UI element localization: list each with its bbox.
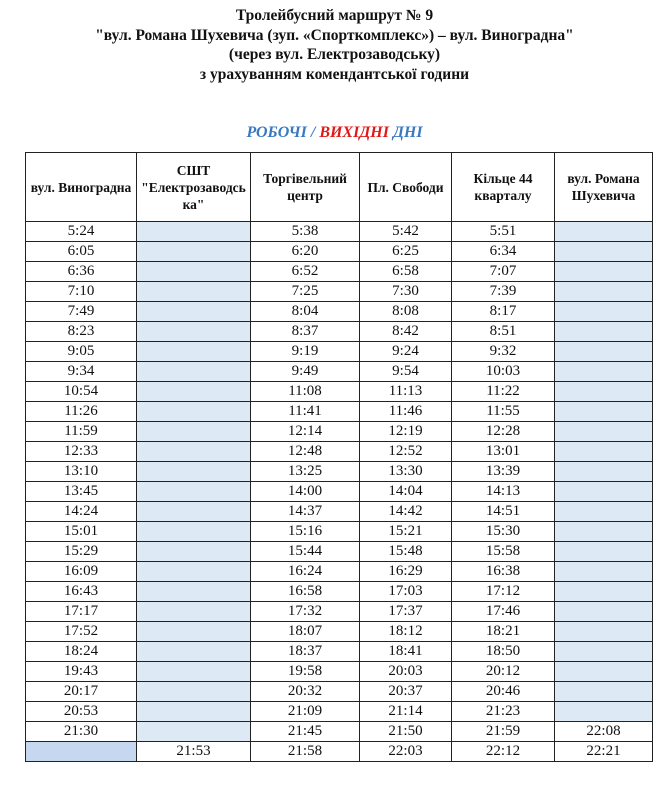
time-cell: 11:22: [452, 382, 555, 402]
time-cell: 14:42: [360, 502, 452, 522]
empty-cell: [555, 682, 653, 702]
time-cell: 7:10: [26, 282, 137, 302]
empty-cell: [555, 262, 653, 282]
table-row: [26, 582, 653, 602]
time-cell: 20:37: [360, 682, 452, 702]
time-cell: 20:17: [26, 682, 137, 702]
time-cell: 14:51: [452, 502, 555, 522]
header-row: [26, 153, 653, 222]
time-cell: 12:33: [26, 442, 137, 462]
time-cell: 5:38: [251, 222, 360, 242]
empty-cell: [555, 302, 653, 322]
table-row: [26, 562, 653, 582]
column-header: вул. Виноградна: [26, 153, 137, 222]
empty-cell: [555, 702, 653, 722]
empty-cell: [555, 662, 653, 682]
time-cell: 22:03: [360, 742, 452, 762]
time-cell: 13:30: [360, 462, 452, 482]
empty-cell: [555, 622, 653, 642]
empty-cell: [555, 362, 653, 382]
time-cell: 11:26: [26, 402, 137, 422]
time-cell: 18:12: [360, 622, 452, 642]
empty-cell: [555, 402, 653, 422]
empty-cell: [26, 742, 137, 762]
time-cell: 20:46: [452, 682, 555, 702]
time-cell: 17:32: [251, 602, 360, 622]
document-title: [0, 6, 669, 84]
time-cell: 18:24: [26, 642, 137, 662]
empty-cell: [137, 542, 251, 562]
time-cell: 8:08: [360, 302, 452, 322]
time-cell: 17:03: [360, 582, 452, 602]
time-cell: 18:50: [452, 642, 555, 662]
empty-cell: [555, 422, 653, 442]
time-cell: 21:09: [251, 702, 360, 722]
time-cell: 7:25: [251, 282, 360, 302]
table-row: [26, 442, 653, 462]
time-cell: 9:05: [26, 342, 137, 362]
time-cell: 13:01: [452, 442, 555, 462]
table-row: [26, 482, 653, 502]
time-cell: 15:16: [251, 522, 360, 542]
column-header: СШТ "Електрозаводська": [137, 153, 251, 222]
table-row: [26, 242, 653, 262]
time-cell: 6:05: [26, 242, 137, 262]
time-cell: 9:54: [360, 362, 452, 382]
time-cell: 6:52: [251, 262, 360, 282]
time-cell: 22:08: [555, 722, 653, 742]
empty-cell: [555, 602, 653, 622]
time-cell: 6:25: [360, 242, 452, 262]
empty-cell: [137, 622, 251, 642]
time-cell: 8:42: [360, 322, 452, 342]
time-cell: 15:01: [26, 522, 137, 542]
empty-cell: [137, 322, 251, 342]
time-cell: 6:58: [360, 262, 452, 282]
empty-cell: [137, 222, 251, 242]
day-separator: /: [310, 124, 316, 141]
time-cell: 17:17: [26, 602, 137, 622]
empty-cell: [555, 502, 653, 522]
time-cell: 21:53: [137, 742, 251, 762]
schedule-table: [25, 152, 653, 762]
empty-cell: [137, 302, 251, 322]
empty-cell: [137, 482, 251, 502]
empty-cell: [555, 562, 653, 582]
time-cell: 21:14: [360, 702, 452, 722]
time-cell: 5:24: [26, 222, 137, 242]
time-cell: 15:44: [251, 542, 360, 562]
time-cell: 6:36: [26, 262, 137, 282]
time-cell: 7:49: [26, 302, 137, 322]
time-cell: 16:09: [26, 562, 137, 582]
table-row: [26, 262, 653, 282]
time-cell: 8:17: [452, 302, 555, 322]
empty-cell: [137, 642, 251, 662]
time-cell: 20:03: [360, 662, 452, 682]
time-cell: 18:37: [251, 642, 360, 662]
table-row: [26, 742, 653, 762]
table-row: [26, 402, 653, 422]
empty-cell: [555, 442, 653, 462]
time-cell: 14:24: [26, 502, 137, 522]
time-cell: 12:19: [360, 422, 452, 442]
empty-cell: [137, 422, 251, 442]
table-row: [26, 322, 653, 342]
empty-cell: [555, 242, 653, 262]
table-row: [26, 682, 653, 702]
empty-cell: [137, 342, 251, 362]
column-header: Торгівельний центр: [251, 153, 360, 222]
column-header: Пл. Свободи: [360, 153, 452, 222]
table-row: [26, 342, 653, 362]
time-cell: 21:59: [452, 722, 555, 742]
time-cell: 22:12: [452, 742, 555, 762]
empty-cell: [137, 562, 251, 582]
time-cell: 15:30: [452, 522, 555, 542]
empty-cell: [555, 322, 653, 342]
time-cell: 13:45: [26, 482, 137, 502]
table-row: [26, 502, 653, 522]
time-cell: 15:29: [26, 542, 137, 562]
time-cell: 14:37: [251, 502, 360, 522]
empty-cell: [137, 662, 251, 682]
time-cell: 11:46: [360, 402, 452, 422]
time-cell: 8:37: [251, 322, 360, 342]
time-cell: 6:34: [452, 242, 555, 262]
time-cell: 9:19: [251, 342, 360, 362]
time-cell: 11:59: [26, 422, 137, 442]
empty-cell: [137, 462, 251, 482]
time-cell: 14:04: [360, 482, 452, 502]
empty-cell: [555, 342, 653, 362]
time-cell: 8:04: [251, 302, 360, 322]
empty-cell: [137, 522, 251, 542]
empty-cell: [137, 582, 251, 602]
time-cell: 18:07: [251, 622, 360, 642]
table-row: [26, 702, 653, 722]
time-cell: 5:42: [360, 222, 452, 242]
time-cell: 11:13: [360, 382, 452, 402]
table-row: [26, 302, 653, 322]
time-cell: 14:13: [452, 482, 555, 502]
time-cell: 13:10: [26, 462, 137, 482]
time-cell: 9:49: [251, 362, 360, 382]
time-cell: 7:30: [360, 282, 452, 302]
table-row: [26, 422, 653, 442]
time-cell: 7:07: [452, 262, 555, 282]
time-cell: 5:51: [452, 222, 555, 242]
empty-cell: [555, 542, 653, 562]
time-cell: 20:53: [26, 702, 137, 722]
time-cell: 9:34: [26, 362, 137, 382]
time-cell: 17:12: [452, 582, 555, 602]
column-header: Кільце 44 кварталу: [452, 153, 555, 222]
table-row: [26, 522, 653, 542]
time-cell: 21:45: [251, 722, 360, 742]
column-header: вул. Романа Шухевича: [555, 153, 653, 222]
time-cell: 17:37: [360, 602, 452, 622]
empty-cell: [137, 362, 251, 382]
route-name: "вул. Романа Шухевича (зуп. «Спорткомплекс») – вул. Виноградна": [95, 26, 574, 44]
time-cell: 15:48: [360, 542, 452, 562]
empty-cell: [137, 702, 251, 722]
empty-cell: [137, 602, 251, 622]
time-cell: 13:25: [251, 462, 360, 482]
time-cell: 16:29: [360, 562, 452, 582]
time-cell: 16:24: [251, 562, 360, 582]
time-cell: 12:52: [360, 442, 452, 462]
empty-cell: [137, 282, 251, 302]
time-cell: 12:14: [251, 422, 360, 442]
time-cell: 6:20: [251, 242, 360, 262]
empty-cell: [137, 442, 251, 462]
empty-cell: [137, 722, 251, 742]
route-via: (через вул. Електрозаводську): [228, 46, 441, 63]
empty-cell: [555, 282, 653, 302]
empty-cell: [137, 502, 251, 522]
empty-cell: [555, 222, 653, 242]
empty-cell: [555, 482, 653, 502]
time-cell: 10:54: [26, 382, 137, 402]
empty-cell: [137, 382, 251, 402]
empty-cell: [555, 582, 653, 602]
schedule-body: [26, 222, 653, 762]
table-row: [26, 282, 653, 302]
time-cell: 9:32: [452, 342, 555, 362]
table-row: [26, 622, 653, 642]
empty-cell: [137, 262, 251, 282]
time-cell: 20:12: [452, 662, 555, 682]
time-cell: 21:23: [452, 702, 555, 722]
time-cell: 9:24: [360, 342, 452, 362]
time-cell: 16:58: [251, 582, 360, 602]
time-cell: 13:39: [452, 462, 555, 482]
route-note: з урахуванням комендантської години: [199, 65, 470, 83]
time-cell: 11:55: [452, 402, 555, 422]
time-cell: 19:43: [26, 662, 137, 682]
time-cell: 18:41: [360, 642, 452, 662]
time-cell: 7:39: [452, 282, 555, 302]
time-cell: 10:03: [452, 362, 555, 382]
empty-cell: [555, 462, 653, 482]
time-cell: 18:21: [452, 622, 555, 642]
days-label: ДНІ: [392, 124, 423, 141]
time-cell: 8:23: [26, 322, 137, 342]
weekend-label: ВИХІДНІ: [319, 124, 389, 141]
time-cell: 21:30: [26, 722, 137, 742]
time-cell: 15:21: [360, 522, 452, 542]
table-row: [26, 722, 653, 742]
time-cell: 14:00: [251, 482, 360, 502]
day-type-heading: [0, 124, 669, 142]
workdays-label: РОБОЧІ: [246, 124, 307, 141]
time-cell: 12:48: [251, 442, 360, 462]
table-row: [26, 542, 653, 562]
table-row: [26, 602, 653, 622]
time-cell: 17:52: [26, 622, 137, 642]
table-row: [26, 382, 653, 402]
empty-cell: [137, 242, 251, 262]
time-cell: 17:46: [452, 602, 555, 622]
time-cell: 16:38: [452, 562, 555, 582]
time-cell: 19:58: [251, 662, 360, 682]
route-title: Тролейбусний маршрут № 9: [235, 7, 434, 24]
time-cell: 11:08: [251, 382, 360, 402]
time-cell: 15:58: [452, 542, 555, 562]
table-row: [26, 662, 653, 682]
time-cell: 21:50: [360, 722, 452, 742]
time-cell: 11:41: [251, 402, 360, 422]
empty-cell: [555, 382, 653, 402]
time-cell: 21:58: [251, 742, 360, 762]
empty-cell: [555, 522, 653, 542]
time-cell: 12:28: [452, 422, 555, 442]
table-row: [26, 222, 653, 242]
empty-cell: [137, 402, 251, 422]
time-cell: 20:32: [251, 682, 360, 702]
time-cell: 22:21: [555, 742, 653, 762]
empty-cell: [137, 682, 251, 702]
table-row: [26, 362, 653, 382]
table-row: [26, 462, 653, 482]
time-cell: 16:43: [26, 582, 137, 602]
table-row: [26, 642, 653, 662]
time-cell: 8:51: [452, 322, 555, 342]
empty-cell: [555, 642, 653, 662]
